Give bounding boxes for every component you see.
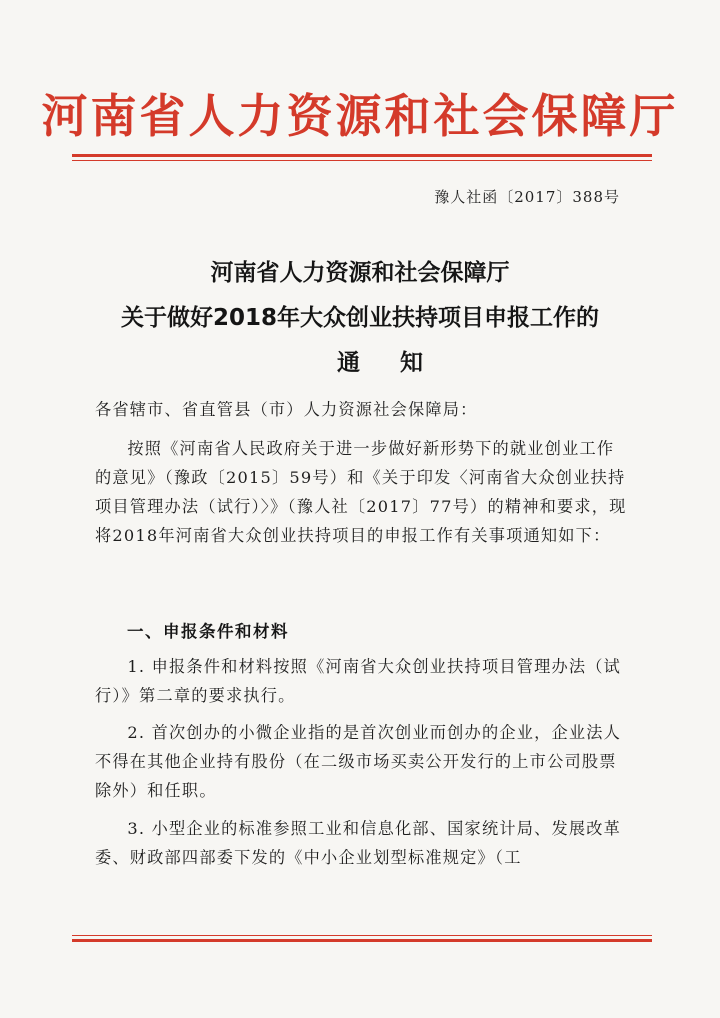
- item-3: 3. 小型企业的标准参照工业和信息化部、国家统计局、发展改革委、财政部四部委下发的《中小企业划型标准规定》（工: [95, 819, 622, 867]
- title-line-2: 关于做好2018年大众创业扶持项目申报工作的: [120, 305, 599, 331]
- header-rule-thin: [72, 160, 652, 161]
- title-line-3: 通知: [337, 350, 463, 376]
- section-heading-1: 一、申报条件和材料: [127, 622, 289, 641]
- document-number: 豫人社函〔2017〕388号: [434, 188, 620, 206]
- salutation: 各省辖市、省直管县（市）人力资源社会保障局：: [95, 400, 478, 419]
- intro-paragraph: 按照《河南省人民政府关于进一步做好新形势下的就业创业工作的意见》（豫政〔2015〕59号）和《关于印发〈河南省大众创业扶持项目管理办法（试行）〉》（豫人社〔2017〕77号）的精神和要求，现将2018年河南省大众创业扶持项目的申报工作有关事项通知如下：: [95, 439, 627, 545]
- header-rule-thick: [72, 154, 652, 157]
- item-1: 1. 申报条件和材料按照《河南省大众创业扶持项目管理办法（试行）》第二章的要求执行。: [95, 657, 622, 705]
- item-2: 2. 首次创办的小微企业指的是首次创业而创办的企业，企业法人不得在其他企业持有股份（在二级市场买卖公开发行的上市公司股票除外）和任职。: [95, 723, 622, 800]
- issuer-masthead: 河南省人力资源和社会保障厅: [41, 89, 679, 143]
- title-line-1: 河南省人力资源和社会保障厅: [210, 260, 510, 286]
- footer-rule-thin: [72, 935, 652, 936]
- footer-rule-thick: [72, 939, 652, 942]
